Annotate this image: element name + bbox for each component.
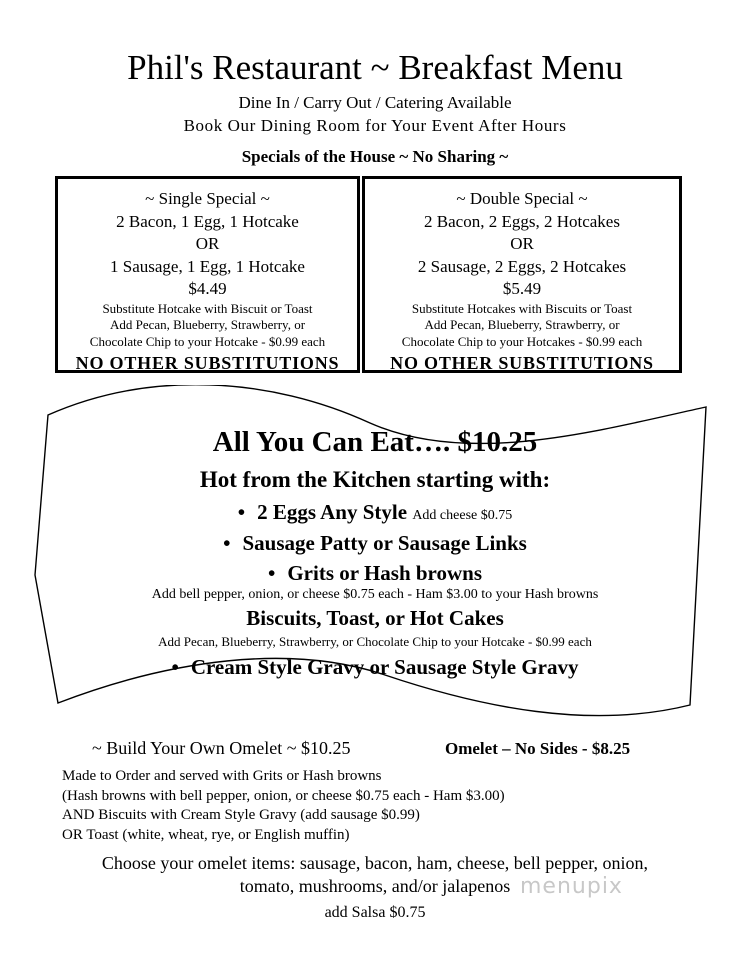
special-or: OR (510, 234, 534, 253)
bullet-icon: • (237, 500, 246, 524)
list-item (0, 500, 750, 525)
service-options: Dine In / Carry Out / Catering Available (238, 93, 512, 112)
item-note: Add cheese $0.75 (412, 508, 513, 523)
special-note: Chocolate Chip to your Hotcake - $0.99 each (89, 333, 326, 349)
special-note: Add Pecan, Blueberry, Strawberry, or (424, 317, 620, 332)
omelet-items-line: Choose your omelet items: sausage, bacon, ham, cheese, bell pepper, onion, (101, 853, 649, 873)
item-note: Add Pecan, Blueberry, Strawberry, or Chocolate Chip to your Hotcake - $0.99 each (158, 634, 592, 649)
item-label: Cream Style Gravy or Sausage Style Gravy (190, 655, 579, 679)
omelet-items (0, 852, 750, 898)
add-salsa: add Salsa $0.75 (324, 904, 426, 921)
menu-title: Phil's Restaurant ~ Breakfast Menu (127, 48, 623, 87)
omelet-desc-line: AND Biscuits with Cream Style Gravy (add sausage $0.99) (62, 807, 420, 823)
dining-room-tagline: Book Our Dining Room for Your Event After Hours (183, 116, 567, 135)
special-or: OR (195, 234, 220, 253)
list-item (0, 561, 750, 586)
special-name: ~ Double Special ~ (456, 189, 588, 208)
special-option-1: 2 Bacon, 1 Egg, 1 Hotcake (116, 211, 299, 231)
item-note: Add bell pepper, onion, or cheese $0.75 each - Ham $3.00 to your Hash browns (151, 587, 599, 602)
no-substitutions: NO OTHER SUBSTITUTIONS (75, 353, 340, 373)
omelet-desc-line: (Hash browns with bell pepper, onion, or cheese $0.75 each - Ham $3.00) (62, 787, 505, 804)
omelet-description (62, 767, 505, 845)
bullet-icon: • (267, 561, 276, 585)
specials-heading: Specials of the House ~ No Sharing ~ (241, 147, 509, 166)
double-special-box (362, 176, 682, 373)
list-item (0, 531, 750, 556)
bullet-icon: • (171, 655, 179, 679)
list-item (0, 655, 750, 680)
single-special-box (55, 176, 360, 373)
bullet-icon: • (223, 531, 231, 555)
all-you-can-eat-title: All You Can Eat…. $10.25 (212, 426, 538, 458)
item-label: Biscuits, Toast, or Hot Cakes (246, 606, 504, 630)
special-price: $4.49 (188, 279, 227, 298)
omelet-items-line: tomato, mushrooms, and/or jalapenos (239, 876, 511, 896)
special-price: $5.49 (502, 279, 542, 298)
all-you-can-eat-subtitle: Hot from the Kitchen starting with: (199, 467, 551, 492)
item-label: 2 Eggs Any Style (257, 500, 408, 524)
special-note: Chocolate Chip to your Hotcakes - $0.99 each (401, 333, 643, 349)
special-option-2: 1 Sausage, 1 Egg, 1 Hotcake (110, 256, 305, 276)
special-name: ~ Single Special ~ (145, 189, 270, 208)
watermark: menupix (520, 874, 623, 899)
special-option-2: 2 Sausage, 2 Eggs, 2 Hotcakes (417, 256, 627, 276)
item-label: Grits or Hash browns (287, 561, 483, 585)
omelet-no-sides-price: Omelet – No Sides - $8.25 (445, 739, 631, 758)
omelet-desc-line: OR Toast (white, wheat, rye, or English muffin) (62, 826, 350, 843)
list-item (0, 606, 750, 631)
special-note: Add Pecan, Blueberry, Strawberry, or (109, 317, 306, 332)
special-option-1: 2 Bacon, 2 Eggs, 2 Hotcakes (424, 211, 620, 231)
special-note: Substitute Hotcake with Biscuit or Toast (102, 300, 313, 316)
omelet-desc-line: Made to Order and served with Grits or Hash browns (62, 768, 382, 784)
build-omelet-title: ~ Build Your Own Omelet ~ $10.25 (92, 738, 351, 758)
no-substitutions: NO OTHER SUBSTITUTIONS (390, 353, 654, 373)
special-note: Substitute Hotcakes with Biscuits or Toast (411, 300, 633, 316)
item-label: Sausage Patty or Sausage Links (242, 531, 527, 555)
